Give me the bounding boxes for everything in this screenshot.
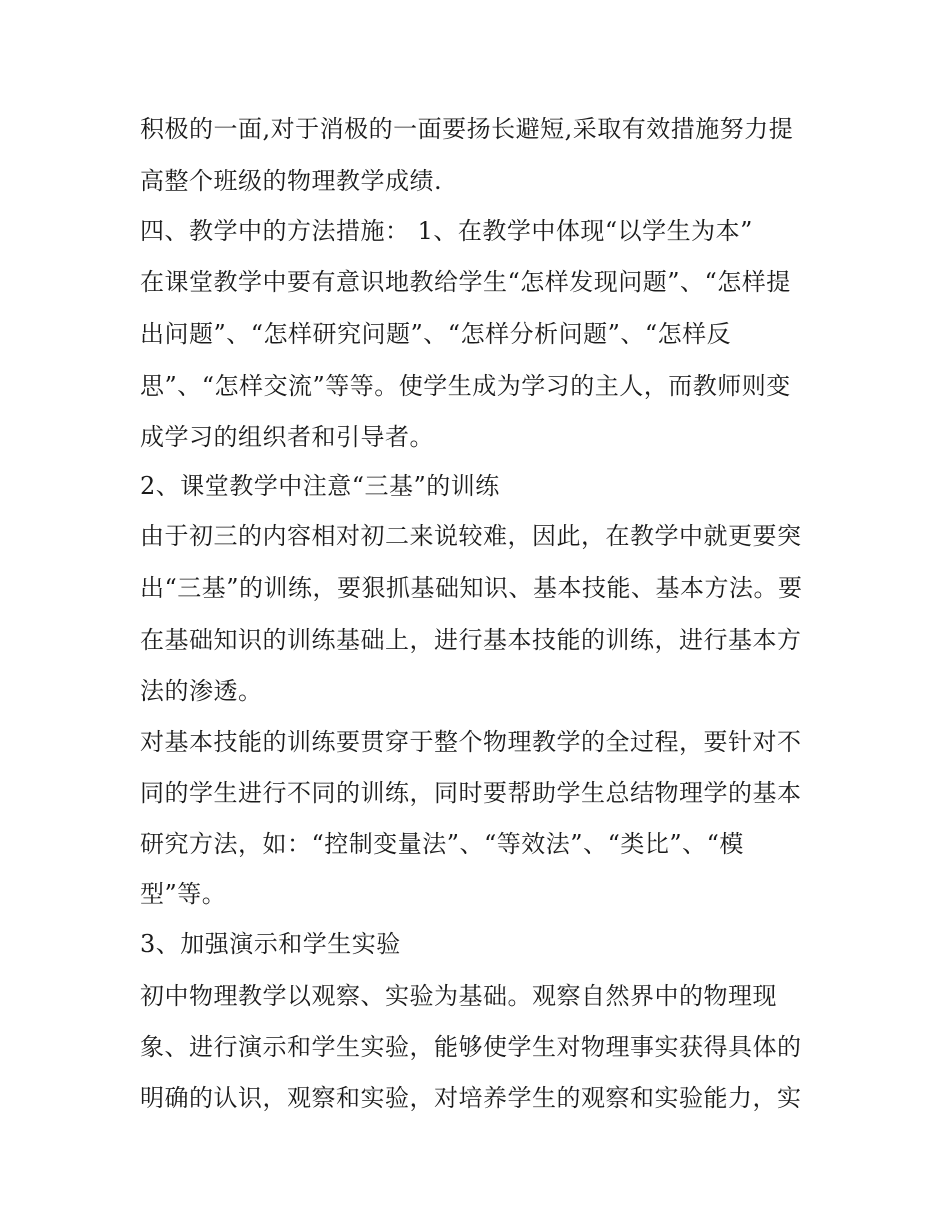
text-line: 法的渗透。 <box>140 677 263 705</box>
text-line: 思”、“怎样交流”等等。使学生成为学习的主人，而教师则变 <box>140 372 791 400</box>
text-line: 出“三基”的训练，要狠抓基础知识、基本技能、基本方法。要 <box>140 574 803 602</box>
text-line: 在基础知识的训练基础上，进行基本技能的训练，进行基本方 <box>140 626 802 654</box>
text-line: 成学习的组织者和引导者。 <box>140 423 434 451</box>
text-line: 对基本技能的训练要贯穿于整个物理教学的全过程，要针对不 <box>140 728 802 756</box>
text-line: 由于初三的内容相对初二来说较难，因此，在教学中就更要突 <box>140 522 802 550</box>
text-line: 高整个班级的物理教学成绩. <box>140 167 443 195</box>
subsection-heading: 3、加强演示和学生实验 <box>140 930 401 958</box>
subsection-heading: 2、课堂教学中注意“三基”的训练 <box>140 472 500 500</box>
text-line: 明确的认识，观察和实验，对培养学生的观察和实验能力，实 <box>140 1084 802 1112</box>
text-line: 同的学生进行不同的训练，同时要帮助学生总结物理学的基本 <box>140 779 802 807</box>
text-line: 型”等。 <box>140 880 227 908</box>
section-heading: 四、教学中的方法措施： 1、在教学中体现“以学生为本” <box>140 217 753 245</box>
text-line: 积极的一面,对于消极的一面要扬长避短,采取有效措施努力提 <box>140 115 794 143</box>
text-line: 研究方法，如：“控制变量法”、“等效法”、“类比”、“模 <box>140 830 744 858</box>
text-line: 象、进行演示和学生实验，能够使学生对物理事实获得具体的 <box>140 1033 802 1061</box>
text-line: 在课堂教学中要有意识地教给学生“怎样发现问题”、“怎样提 <box>140 268 791 296</box>
text-line: 初中物理教学以观察、实验为基础。观察自然界中的物理现 <box>140 982 777 1010</box>
text-line: 出问题”、“怎样研究问题”、“怎样分析问题”、“怎样反 <box>140 320 732 348</box>
